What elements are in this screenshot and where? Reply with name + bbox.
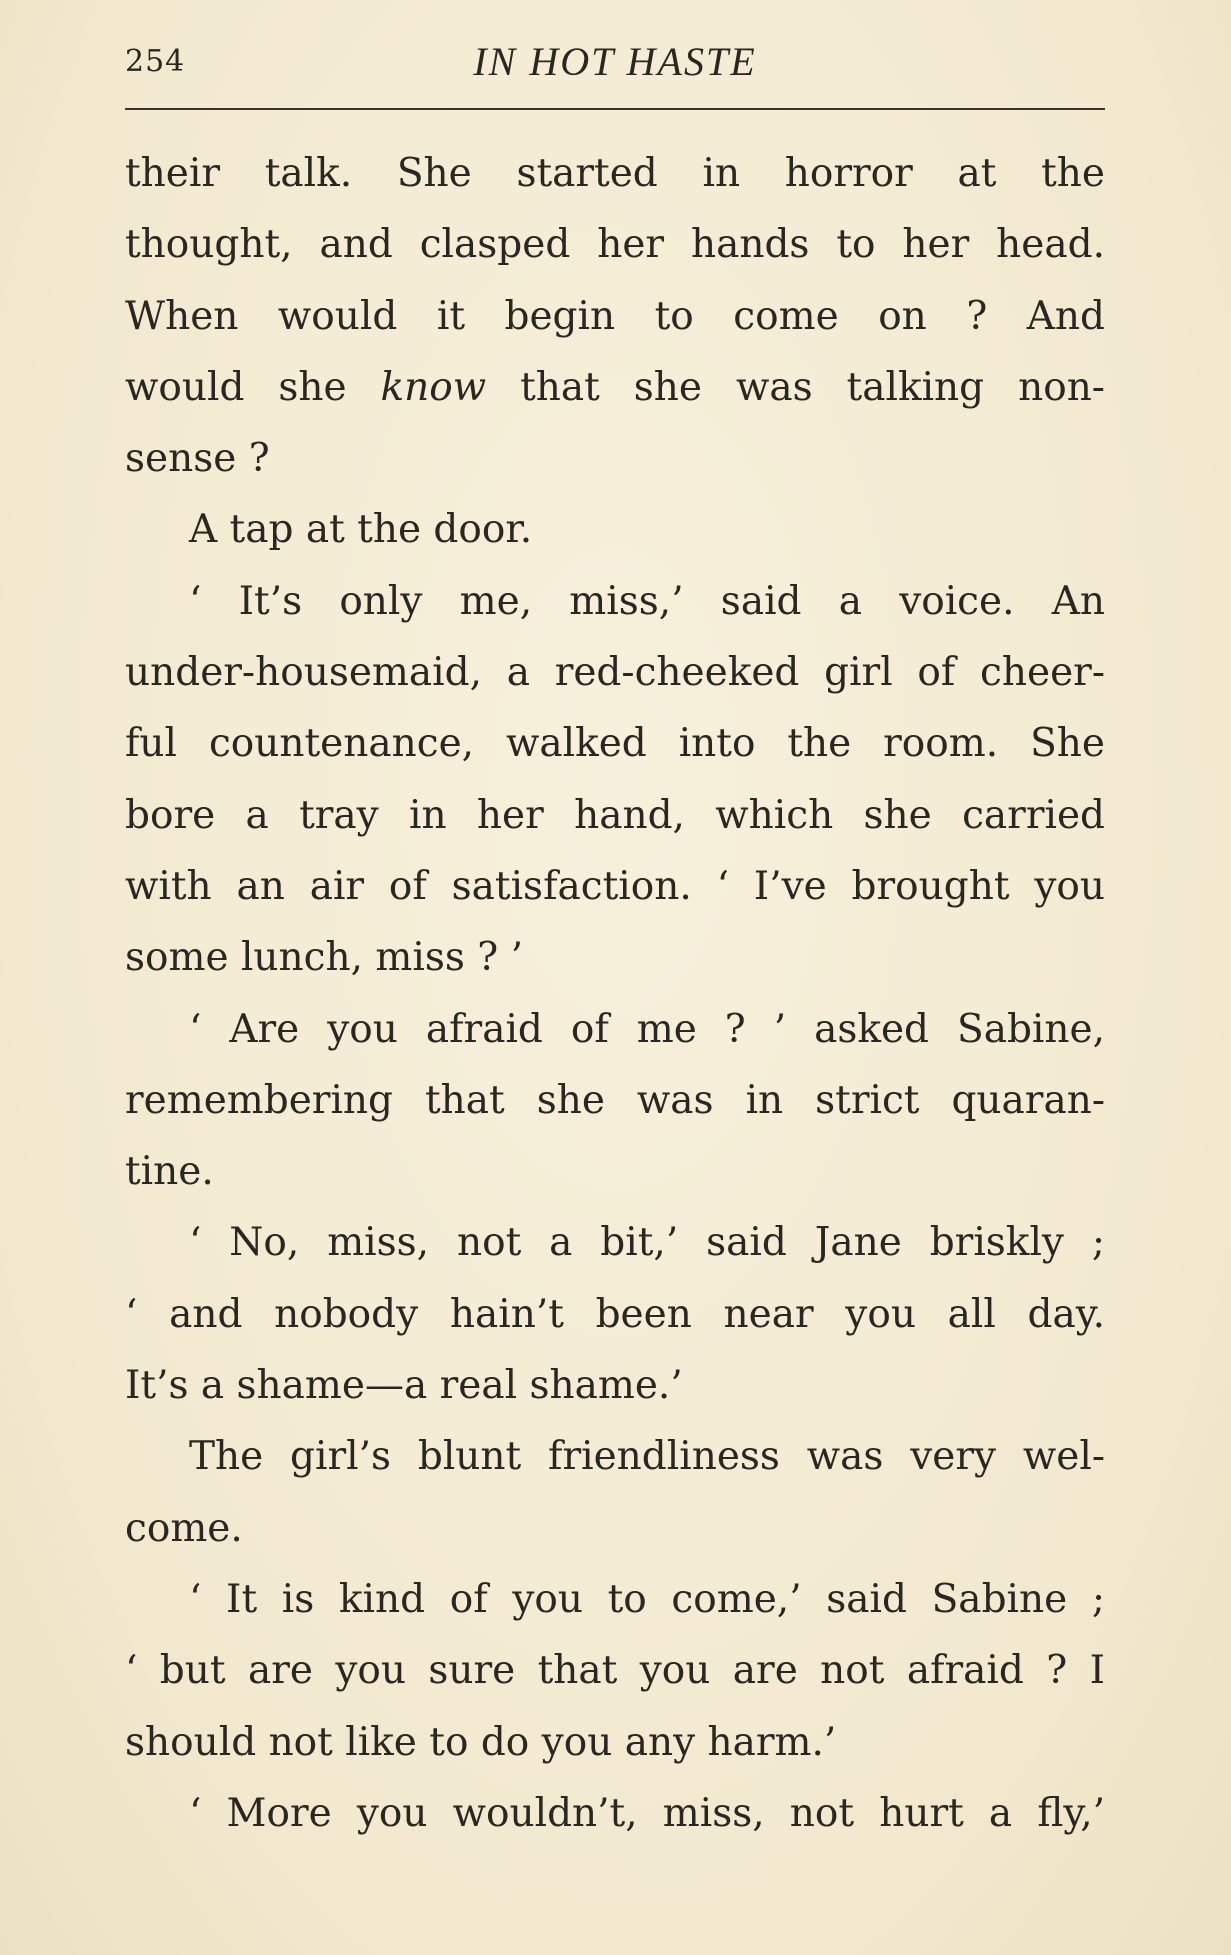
page-number: 254	[125, 44, 186, 79]
text-line: under-housemaid, a red-cheeked girl of cheer-	[125, 650, 1105, 696]
text-line: The girl’s blunt friendliness was very wel-	[189, 1434, 1105, 1480]
text-line: ‘ and nobody hain’t been near you all day.	[125, 1291, 1105, 1337]
text-line: It’s a shame—a real shame.’	[125, 1363, 683, 1409]
text-line: remembering that she was in strict quaran-	[125, 1077, 1105, 1123]
text-line: ‘ No, miss, not a bit,’ said Jane briskly ;	[189, 1220, 1105, 1266]
text-line: ‘ but are you sure that you are not afraid ? I	[125, 1648, 1105, 1694]
text-line: ‘ More you wouldn’t, miss, not hurt a fly,’	[189, 1790, 1105, 1836]
text-line: ful countenance, walked into the room. She	[125, 721, 1105, 767]
text-line: their talk. She started in horror at the	[125, 151, 1105, 196]
text-line: sense ?	[125, 436, 270, 482]
emphasized-word: know	[380, 364, 487, 410]
text-line: thought, and clasped her hands to her head.	[125, 222, 1105, 268]
body-text	[125, 138, 1105, 1849]
text-line: tine.	[125, 1149, 214, 1195]
text-line: some lunch, miss ? ’	[125, 935, 523, 981]
text-line: ‘ Are you afraid of me ? ’ asked Sabine,	[189, 1006, 1105, 1052]
text-line	[125, 352, 1105, 423]
header-rule	[125, 108, 1105, 110]
text-line: come.	[125, 1505, 243, 1551]
text-fragment: that she was talking non-	[486, 364, 1105, 410]
text-line: should not like to do you any harm.’	[125, 1719, 837, 1765]
text-line: ‘ It is kind of you to come,’ said Sabine ;	[189, 1576, 1105, 1622]
text-line: When would it begin to come on ? And	[125, 293, 1105, 339]
text-line: with an air of satisfaction. ‘ I’ve brought you	[125, 863, 1105, 909]
text-fragment: would she	[125, 364, 381, 410]
text-line: A tap at the door.	[189, 507, 533, 553]
running-head: IN HOT HASTE	[473, 39, 757, 84]
text-line: bore a tray in her hand, which she carried	[125, 792, 1105, 838]
page-header	[125, 38, 1105, 88]
text-line: ‘ It’s only me, miss,’ said a voice. An	[189, 578, 1105, 624]
